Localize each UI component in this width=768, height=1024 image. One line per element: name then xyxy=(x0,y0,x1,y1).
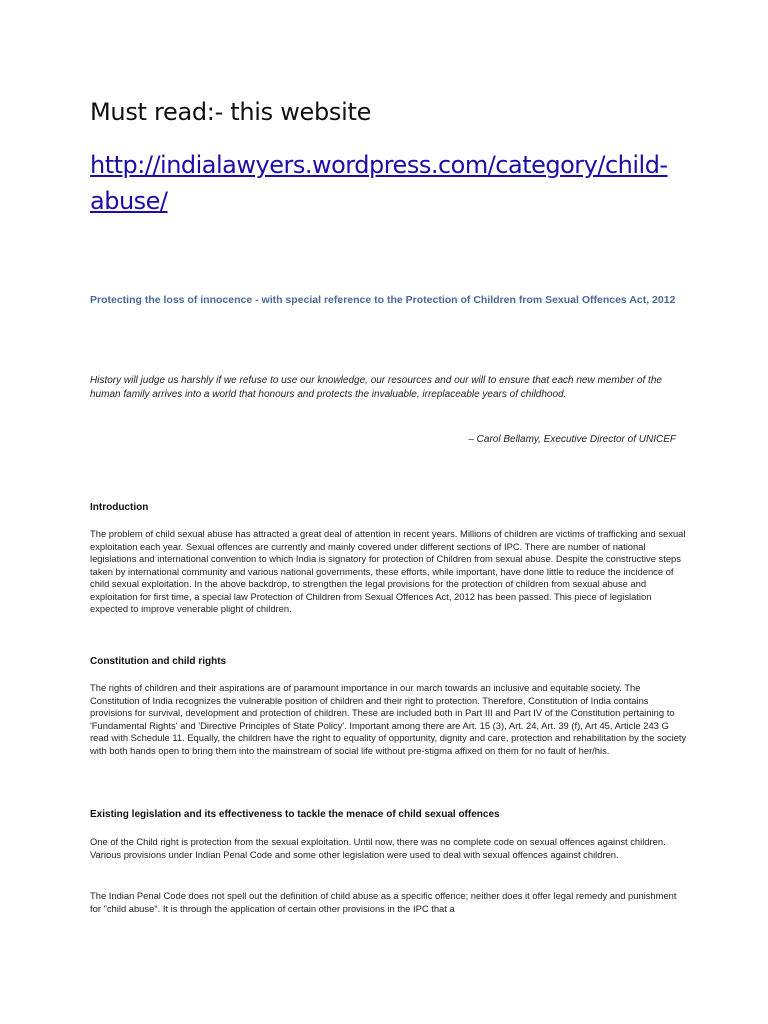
introduction-heading: Introduction xyxy=(90,502,149,513)
article-subtitle: Protecting the loss of innocence - with special reference to the Protection of Children from Sexual Offences Act, 2012 xyxy=(90,294,676,306)
constitution-heading: Constitution and child rights xyxy=(90,656,227,667)
must-read-title: Must read:- this website xyxy=(90,98,372,126)
legislation-paragraph-2: The Indian Penal Code does not spell out the definition of child abuse as a specific offence; neither does it offer legal remedy and punishment for "child abuse". It is through the application of certain other provisions in the IPC that a xyxy=(90,890,677,914)
constitution-paragraph: The rights of children and their aspirations are of paramount importance in our march towards an inclusive and equitable society. The Constitution of India recognizes the vulnerable position of children and their right to protection. Therefore, Constitution of India contains provisions for survival, development and protection of children. These are included both in Part III and Part IV of the Constitution pertaining to 'Fundamental Rights' and 'Directive Principles of State Policy'. Important among there are Art. 15 (3), Art. 24, Art. 39 (f), Art 45, Article 243 G read with Schedule 11. Equally, the children have the right to equality of opportunity, dignity and care, protection and rehabilitation by the society with both hands open to bring them into the mainstream of social life without pre-stigma affixed on them for no fault of her/his. xyxy=(90,682,687,756)
introduction-paragraph: The problem of child sexual abuse has attracted a great deal of attention in recent years. Millions of children are victims of trafficking and sexual exploitation each year. Sexual offences are currently and mainly covered under different sections of IPC. There are number of national legislations and international convention to which India is signatory for protection of Children from sexual abuse. Despite the constructive steps taken by international community and various national governments, these efforts, while important, have done little to reduce the incidence of child sexual exploitation. In the above backdrop, to strengthen the legal provisions for the protection of children from sexual abuse and exploitation for first time, a special law Protection of Children from Sexual Offences Act, 2012 has been passed. This piece of legislation expected to improve venerable plight of children. xyxy=(90,528,686,614)
legislation-paragraph-1: One of the Child right is protection from the sexual exploitation. Until now, there was no complete code on sexual offences against children. Various provisions under Indian Penal Code and some other legislation were used to deal with sexual offences against children. xyxy=(90,836,666,860)
epigraph-quote: History will judge us harshly if we refuse to use our knowledge, our resources and our will to ensure that each new member of the human family arrives into a world that honours and protects the invaluable, irreplaceable years of childhood. xyxy=(90,375,662,400)
quote-attribution: – Carol Bellamy, Executive Director of UNICEF xyxy=(468,434,676,445)
legislation-heading: Existing legislation and its effectiveness to tackle the menace of child sexual offences xyxy=(90,809,500,820)
website-link[interactable]: http://indialawyers.wordpress.com/category/child-abuse/ xyxy=(90,151,668,215)
